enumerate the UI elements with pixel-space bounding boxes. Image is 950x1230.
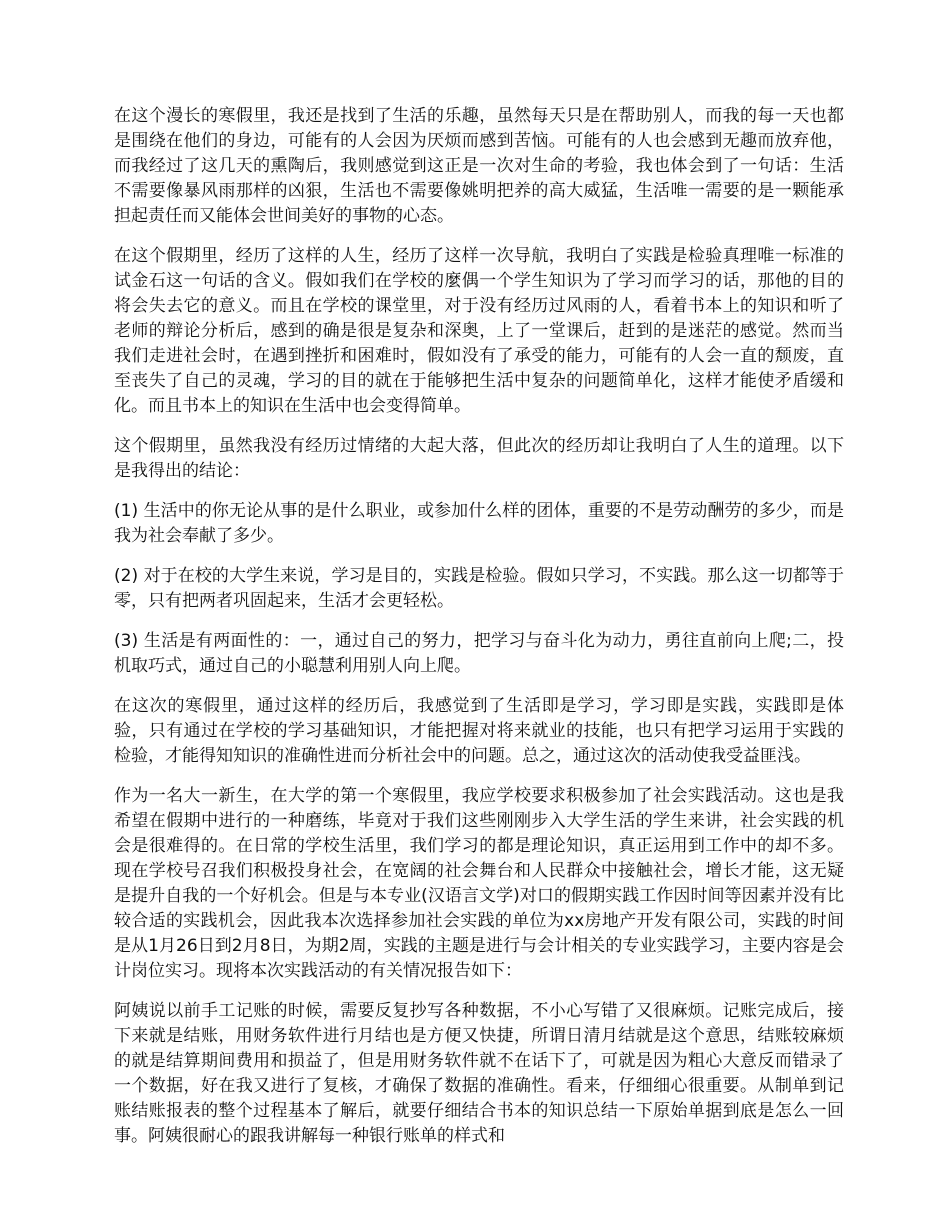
paragraph: 在这个假期里，经历了这样的人生，经历了这样一次导航，我明白了实践是检验真理唯一标准的试金石这一句话的含义。假如我们在学校的麼偶一个学生知识为了学习而学习的话，那他的目的将会失去它的意义。而且在学校的课堂里，对于没有经历过风雨的人，看着书本上的知识和听了老师的辩论分析后，感到的确是很是复杂和深奥，上了一堂课后，赶到的是迷茫的感觉。然而当我们走进社会时，在遇到挫折和困难时，假如没有了承受的能力，可能有的人会一直的颓废，直至丧失了自己的灵魂，学习的目的就在于能够把生活中复杂的问题简单化，这样才能使矛盾缓和化。而且书本上的知识在生活中也会变得简单。 <box>114 246 844 416</box>
paragraph: 作为一名大一新生，在大学的第一个寒假里，我应学校要求积极参加了社会实践活动。这也是我希望在假期中进行的一种磨练，毕竟对于我们这些刚刚步入大学生活的学生来讲，社会实践的机会是很难得的。在日常的学校生活里，我们学习的都是理论知识，真正运用到工作中的却不多。现在学校号召我们积极投身社会，在宽阔的社会舞台和人民群众中接触社会，增长才能，这无疑是提升自我的一个好机会。但是与本专业(汉语言文学)对口的假期实践工作因时间等因素并没有比较合适的实践机会，因此我本次选择参加社会实践的单位为xx房地产开发有限公司，实践的时间是从1月26日到2月8日，为期2周，实践的主题是进行与会计相关的专业实践学习，主要内容是会计岗位实习。现将本次实践活动的有关情况报告如下： <box>114 786 844 981</box>
paragraph: 阿姨说以前手工记账的时候，需要反复抄写各种数据，不小心写错了又很麻烦。记账完成后，接下来就是结账，用财务软件进行月结也是方便又快捷，所谓日清月结就是这个意思，结账较麻烦的就是结算期间费用和损益了，但是用财务软件就不在话下了，可就是因为粗心大意反而错录了一个数据，好在我又进行了复核，才确保了数据的准确性。看来，仔细细心很重要。从制单到记账结账报表的整个过程基本了解后，就要仔细结合书本的知识总结一下原始单据到底是怎么一回事。阿姨很耐心的跟我讲解每一种银行账单的样式和 <box>114 1001 844 1146</box>
document-body <box>114 104 844 1164</box>
list-item-conclusion-2: (2) 对于在校的大学生来说，学习是目的，实践是检验。假如只学习，不实践。那么这一切都等于零，只有把两者巩固起来，生活才会更轻松。 <box>114 566 844 611</box>
list-item-conclusion-3: (3) 生活是有两面性的：一，通过自己的努力，把学习与奋斗化为动力，勇往直前向上爬;二，投机取巧式，通过自己的小聪慧利用别人向上爬。 <box>114 631 844 676</box>
paragraph: 在这个漫长的寒假里，我还是找到了生活的乐趣，虽然每天只是在帮助别人，而我的每一天也都是围绕在他们的身边，可能有的人会因为厌烦而感到苦恼。可能有的人也会感到无趣而放弃他，而我经过了这几天的熏陶后，我则感觉到这正是一次对生命的考验，我也体会到了一句话：生活不需要像暴风雨那样的凶狠，生活也不需要像姚明把养的高大威猛，生活唯一需要的是一颗能承担起责任而又能体会世间美好的事物的心态。 <box>114 106 844 226</box>
paragraph: 这个假期里，虽然我没有经历过情绪的大起大落，但此次的经历却让我明白了人生的道理。以下是我得出的结论： <box>114 436 844 481</box>
list-item-conclusion-1: (1) 生活中的你无论从事的是什么职业，或参加什么样的团体，重要的不是劳动酬劳的多少，而是我为社会奉献了多少。 <box>114 501 844 546</box>
paragraph: 在这次的寒假里，通过这样的经历后，我感觉到了生活即是学习，学习即是实践，实践即是体验，只有通过在学校的学习基础知识，才能把握对将来就业的技能，也只有把学习运用于实践的检验，才能得知知识的准确性进而分析社会中的问题。总之，通过这次的活动使我受益匪浅。 <box>114 696 844 766</box>
